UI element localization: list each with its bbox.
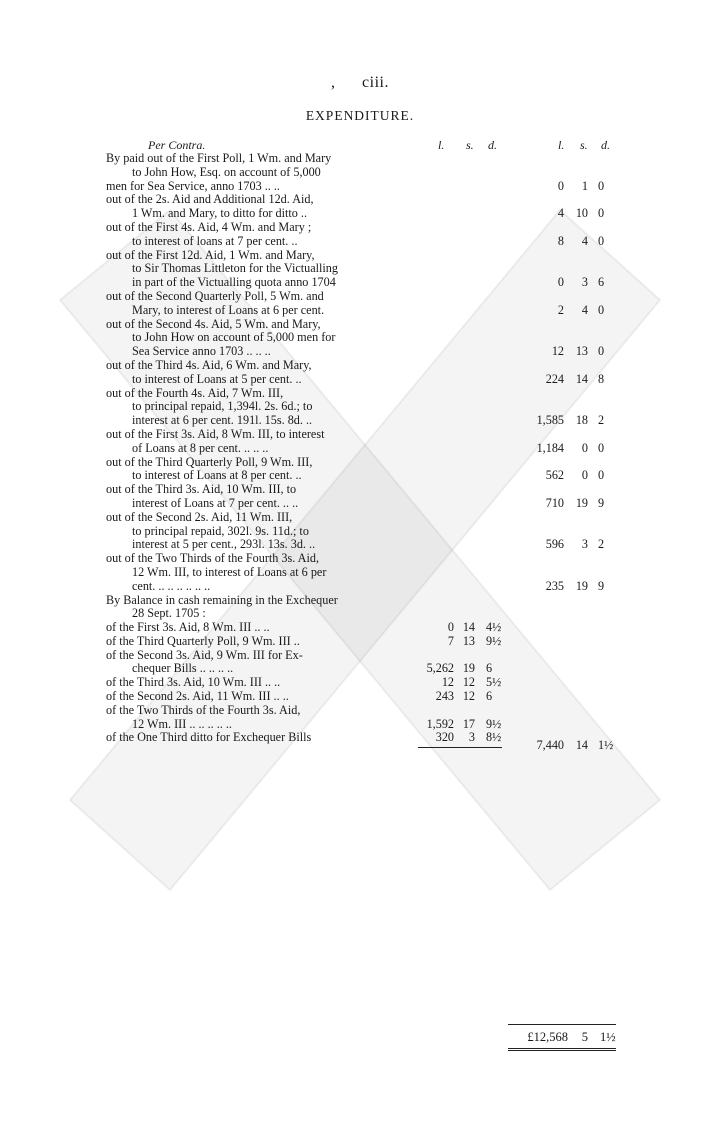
amount-s: 10 [575,206,588,221]
amount-l: 235 [545,578,564,593]
page-number [0,74,720,92]
table-row [0,290,720,304]
amount-l: 12 [551,344,564,359]
amount-s: 19 [575,578,588,593]
table-row [0,621,720,635]
amount-s: 19 [575,495,588,510]
amount-l: 1,184 [536,440,564,455]
amount-s: 14 [575,371,588,386]
amount-d: 0 [598,178,605,193]
line-text: of the Second 2s. Aid, 11 Wm. III .. .. [106,689,289,704]
line-text: out of the Third 3s. Aid, 10 Wm. III, to [106,482,297,497]
amount-s: 3 [581,275,588,290]
amount-d: 6 [598,275,605,290]
amount-s: 13 [575,344,588,359]
line-text: out of the 2s. Aid and Additional 12d. Aid, [106,192,314,207]
line-text: interest of Loans at 7 per cent. .. .. [132,495,299,510]
line-text: out of the Third 4s. Aid, 6 Wm. and Mary, [106,357,312,372]
amount-d: 2 [598,413,605,428]
table-row [0,497,720,511]
table-row [0,249,720,263]
line-text: Sea Service anno 1703 .. .. .. [132,344,271,359]
line-text: to principal repaid, 302l. 9s. 11d.; to [132,523,309,538]
sub-amount-d: 9½ [486,716,502,731]
line-text: By paid out of the First Poll, 1 Wm. and Mary [106,151,332,165]
sub-amount-s: 17 [462,716,475,731]
amount-l: 562 [545,468,564,483]
table-row [0,662,720,676]
table-row [0,193,720,207]
sub-amount-l: 320 [435,730,454,745]
amount-l: 1,585 [536,413,564,428]
line-text: 12 Wm. III .. .. .. .. .. [132,716,232,731]
amount-d: 0 [598,440,605,455]
table-row [0,359,720,373]
table-row [0,276,720,290]
table-row [0,235,720,249]
line-text: out of the Third Quarterly Poll, 9 Wm. III, [106,454,313,469]
grand-total-d: 1½ [600,1030,616,1044]
table-row [0,676,720,690]
line-text: of the Third Quarterly Poll, 9 Wm. III .. [106,633,300,648]
line-text: of the One Third ditto for Exchequer Bills [106,730,312,745]
line-text: to John How on account of 5,000 men for [132,330,336,345]
table-row [0,635,720,649]
table-row [0,552,720,566]
amount-l: 8 [557,233,564,248]
sub-amount-s: 12 [462,675,475,690]
col-l2: l. [558,138,565,152]
amount-d: 0 [598,302,605,317]
line-text: cent. .. .. .. .. .. .. [132,578,211,593]
amount-s: 0 [581,440,588,455]
amount-d: 0 [598,344,605,359]
amount-s: 3 [581,537,588,552]
table-row [0,331,720,345]
table-row [0,318,720,332]
table-row [0,221,720,235]
sub-amount-d: 6 [486,689,493,704]
sub-amount-d: 4½ [486,620,502,635]
table-row [0,649,720,663]
amount-l: 596 [545,537,564,552]
table-row [0,373,720,387]
line-text: out of the Second 4s. Aid, 5 Wm. and Mary, [106,316,321,331]
line-text: men for Sea Service, anno 1703 .. .. [106,178,280,193]
table-row [0,538,720,552]
line-text: of the First 3s. Aid, 8 Wm. III .. .. [106,620,270,635]
line-text: to interest of Loans at 8 per cent. .. [132,468,302,483]
amount-s: 4 [581,233,588,248]
table-row [0,414,720,428]
line-text: of Loans at 8 per cent. .. .. .. [132,440,269,455]
line-text: of the Second 3s. Aid, 9 Wm. III for Ex- [106,647,303,662]
table-row [0,580,720,594]
col-l1: l. [438,138,445,152]
line-text: out of the Fourth 4s. Aid, 7 Wm. III, [106,385,284,400]
amount-d: 2 [598,537,605,552]
grand-total-s: 5 [581,1030,588,1044]
amount-s: 0 [581,468,588,483]
line-text: out of the First 3s. Aid, 8 Wm. III, to interest [106,426,325,441]
table-row [0,387,720,401]
line-text: out of the Second Quarterly Poll, 5 Wm. and [106,288,324,303]
balance-total-row [0,739,720,753]
sub-amount-s: 13 [462,633,475,648]
line-text: of the Third 3s. Aid, 10 Wm. III .. .. [106,675,281,690]
sub-amount-l: 1,592 [426,716,454,731]
line-text: out of the First 12d. Aid, 1 Wm. and Mary, [106,247,315,262]
sub-amount-s: 19 [462,661,475,676]
amount-s: 4 [581,302,588,317]
line-text: of the Two Thirds of the Fourth 3s. Aid, [106,702,301,717]
balance-total-s: 14 [575,738,588,752]
balance-total-d: 1½ [598,738,614,752]
sub-amount-d: 6 [486,661,493,676]
table-row [0,607,720,621]
col-d1: d. [488,138,497,152]
line-text: 1 Wm. and Mary, to ditto for ditto .. [132,206,308,221]
line-text: to Sir Thomas Littleton for the Victualling [132,261,338,276]
page-comma: , [331,74,336,91]
grand-total-l: £12,568 [527,1030,568,1044]
line-text: By Balance in cash remaining in the Exchequer [106,592,338,607]
table-row [0,718,720,732]
table-row [0,690,720,704]
amount-d: 8 [598,371,605,386]
sub-amount-l: 0 [447,620,454,635]
table-row [0,262,720,276]
line-text: out of the First 4s. Aid, 4 Wm. and Mary ; [106,219,312,234]
line-text: to interest of Loans at 5 per cent. .. [132,371,302,386]
amount-s: 18 [575,413,588,428]
section-title: EXPENDITURE. [305,108,415,123]
amount-l: 0 [557,275,564,290]
table-row [0,442,720,456]
table-row [0,594,720,608]
amount-l: 710 [545,495,564,510]
table-row [0,456,720,470]
line-text: out of the Two Thirds of the Fourth 3s. Aid, [106,551,319,566]
grand-total-double-rule [508,1048,616,1051]
page-number-text: ciii. [362,74,389,91]
line-text: out of the Second 2s. Aid, 11 Wm. III, [106,509,293,524]
line-text: interest at 6 per cent. 191l. 15s. 8d. .. [132,413,313,428]
sub-amount-s: 3 [468,730,475,745]
amount-d: 0 [598,233,605,248]
col-s1: s. [466,138,474,152]
amount-l: 2 [557,302,564,317]
table-row [0,566,720,580]
table-row [0,166,720,180]
table-row [0,152,720,166]
amount-l: 0 [557,178,564,193]
amount-l: 224 [545,371,564,386]
table-row [0,483,720,497]
line-text: interest at 5 per cent., 293l. 13s. 3d. .. [132,537,316,552]
amount-d: 9 [598,578,605,593]
per-contra-label: Per Contra. [148,138,206,152]
table-row [0,345,720,359]
sub-amount-l: 5,262 [426,661,454,676]
table-row [0,511,720,525]
sub-amount-d: 8½ [486,730,502,745]
line-text: 28 Sept. 1705 : [132,606,206,621]
sub-amount-d: 5½ [486,675,502,690]
balance-total-l: 7,440 [536,738,564,752]
line-text: to principal repaid, 1,394l. 2s. 6d.; to [132,399,313,414]
table-row [0,400,720,414]
line-text: Mary, to interest of Loans at 6 per cent. [132,302,325,317]
amount-d: 0 [598,468,605,483]
amount-d: 9 [598,495,605,510]
line-text: 12 Wm. III, to interest of Loans at 6 per [132,564,327,579]
table-row [0,704,720,718]
table-row [0,304,720,318]
line-text: to John How, Esq. on account of 5,000 [132,164,321,179]
table-row [0,207,720,221]
line-text: in part of the Victualling quota anno 1704 [132,275,336,290]
sub-amount-l: 12 [441,675,454,690]
amount-l: 4 [557,206,564,221]
grand-total-row [0,1030,720,1046]
line-text: chequer Bills .. .. .. .. [132,661,234,676]
col-s2: s. [580,138,588,152]
grand-total-top-rule [508,1024,616,1025]
line-text: to interest of loans at 7 per cent. .. [132,233,298,248]
sub-amount-l: 243 [435,689,454,704]
table-row [0,180,720,194]
sub-amount-s: 14 [462,620,475,635]
amount-d: 0 [598,206,605,221]
col-d2: d. [601,138,610,152]
expenditure-lines [0,152,720,745]
sub-amount-s: 12 [462,689,475,704]
table-row [0,428,720,442]
table-row [0,525,720,539]
sub-amount-l: 7 [447,633,454,648]
sub-amount-d: 9½ [486,633,502,648]
amount-s: 1 [581,178,588,193]
table-row [0,469,720,483]
